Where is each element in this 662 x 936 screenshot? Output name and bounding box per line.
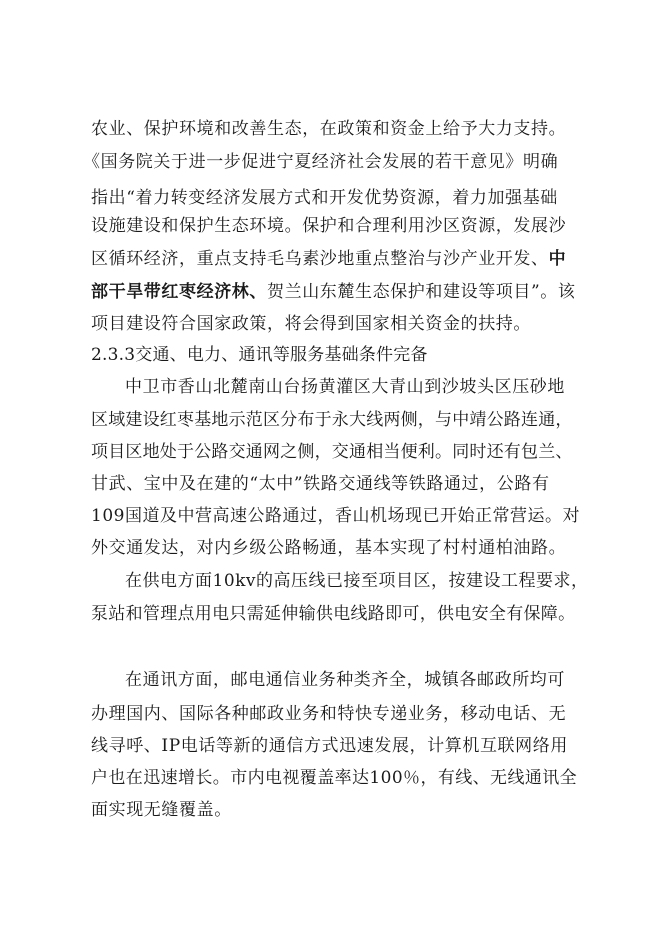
paragraph-line: [91, 248, 566, 270]
paragraph-line: 面实现无缝覆盖。: [91, 800, 232, 820]
paragraph-line: 在通讯方面，邮电通信业务种类齐全，城镇各邮政所均可: [125, 670, 565, 690]
paragraph-text: 区循环经济，重点支持毛乌素沙地重点整治与沙产业开发、: [91, 249, 549, 269]
paragraph-line: 项目区地处于公路交通网之侧，交通相当便利。同时还有包兰、: [91, 442, 573, 462]
paragraph-line: 中卫市香山北麓南山台扬黄灌区大青山到沙坡头区压砂地: [125, 377, 565, 397]
paragraph-line: 《国务院关于进一步促进宁夏经济社会发展的若干意见》明确: [83, 152, 559, 172]
paragraph-line: 泵站和管理点用电只需延伸输供电线路即可，供电安全有保障。: [91, 604, 576, 624]
paragraph-line: 109国道及中营高速公路通过，香山机场现已开始正常营运。对: [91, 506, 580, 526]
paragraph-line: 项目建设符合国家政策，将会得到国家相关资金的扶持。: [91, 314, 531, 334]
paragraph-line: 设施建设和保护生态环境。保护和合理利用沙区资源，发展沙: [91, 216, 567, 236]
bold-emphasis: 部干旱带红枣经济林、: [91, 282, 267, 302]
bold-emphasis: 中: [548, 249, 567, 269]
paragraph-line: [91, 281, 576, 303]
paragraph-line: 农业、保护环境和改善生态，在政策和资金上给予大力支持。: [91, 119, 567, 139]
paragraph-line: 甘武、宝中及在建的“太中”铁路交通线等铁路通过，公路有: [91, 474, 550, 494]
paragraph-text: 贺兰山东麓生态保护和建设等项目”。该: [267, 282, 576, 302]
paragraph-line: 在供电方面10kv的高压线已接至项目区，按建设工程要求，: [125, 571, 589, 591]
paragraph-line: 外交通发达，对内乡级公路畅通，基本实现了村村通柏油路。: [91, 538, 567, 558]
paragraph-line: 线寻呼、IP电话等新的通信方式迅速发展，计算机互联网络用: [91, 736, 568, 756]
paragraph-line: 户也在迅速增长。市内电视覆盖率达100％，有线、无线通讯全: [91, 768, 578, 788]
section-heading: 2.3.3交通、电力、通讯等服务基础条件完备: [91, 345, 428, 365]
paragraph-line: 指出“着力转变经济发展方式和开发优势资源，着力加强基础: [91, 188, 558, 208]
paragraph-line: 区域建设红枣基地示范区分布于永大线两侧，与中靖公路连通，: [91, 410, 573, 430]
paragraph-line: 办理国内、国际各种邮政业务和特快专递业务，移动电话、无: [91, 704, 567, 724]
